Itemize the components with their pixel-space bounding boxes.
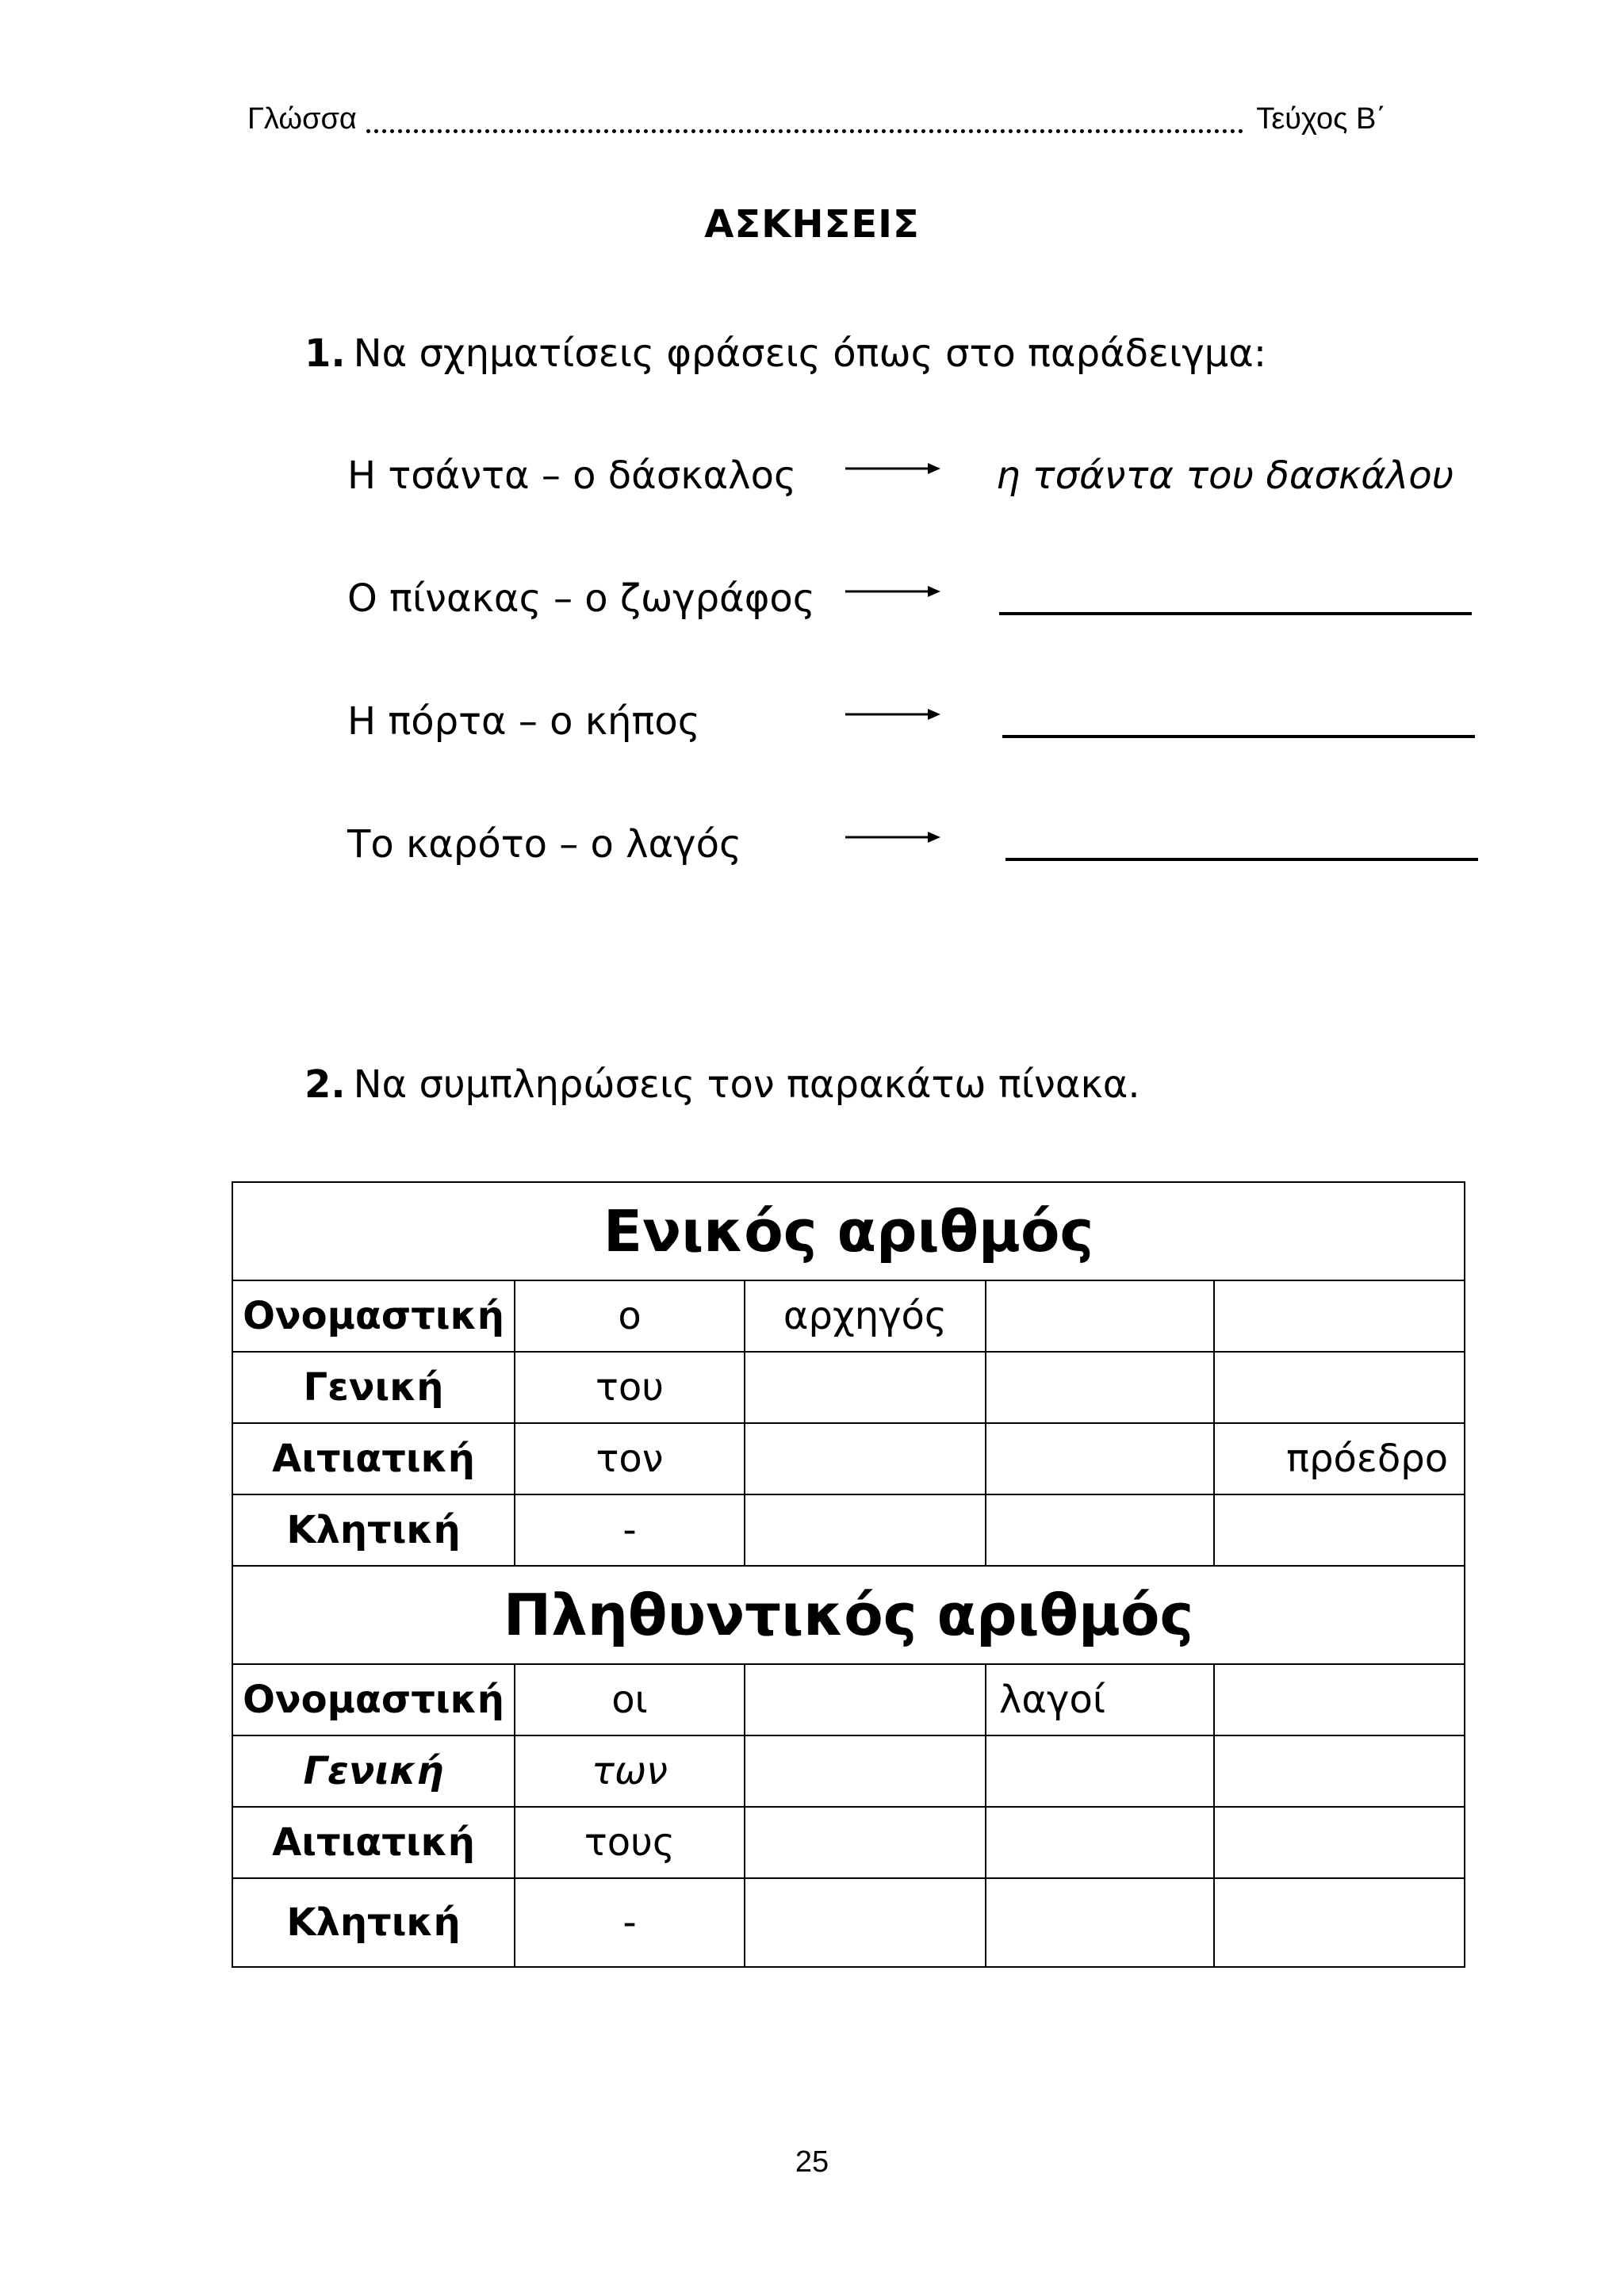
phrase-pair (347, 817, 1489, 872)
table-cell[interactable]: του (515, 1352, 745, 1423)
case-label: Αιτιατική (232, 1423, 515, 1494)
table-cell[interactable] (745, 1807, 986, 1878)
header-dotted-leader (366, 129, 1243, 133)
case-label: Ονομαστική (232, 1280, 515, 1352)
header-volume: Τεύχος Β΄ (1256, 102, 1386, 136)
table-cell[interactable]: - (515, 1494, 745, 1566)
answer-blank-line[interactable] (999, 612, 1472, 615)
singular-title: Ενικός αριθμός (232, 1182, 1465, 1280)
table-row (232, 1664, 1465, 1735)
arrow-right-icon (845, 829, 940, 845)
exercise-2-text: Να συμπληρώσεις τον παρακάτω πίνακα. (353, 1062, 1140, 1107)
declension-table (232, 1181, 1465, 1968)
phrase-example-answer: η τσάντα του δασκάλου (996, 453, 1454, 498)
arrow-right-icon (845, 461, 940, 476)
table-cell[interactable] (986, 1352, 1214, 1423)
table-cell[interactable]: οι (515, 1664, 745, 1735)
case-label: Κλητική (232, 1878, 515, 1967)
table-cell[interactable] (1214, 1280, 1465, 1352)
table-cell[interactable]: - (515, 1878, 745, 1967)
exercise-1-text: Να σχηματίσεις φράσεις όπως στο παράδειγμα: (353, 331, 1266, 376)
table-cell[interactable] (745, 1878, 986, 1967)
table-section-header (232, 1566, 1465, 1664)
phrase-source: Ο πίνακας – ο ζωγράφος (347, 576, 815, 621)
table-cell[interactable] (745, 1352, 986, 1423)
exercise-1-number: 1. (304, 331, 346, 376)
plural-title: Πληθυντικός αριθμός (232, 1566, 1465, 1664)
table-cell[interactable] (1214, 1664, 1465, 1735)
table-cell[interactable] (986, 1280, 1214, 1352)
table-cell[interactable] (1214, 1807, 1465, 1878)
phrase-pair (347, 694, 1489, 749)
table-cell[interactable] (986, 1494, 1214, 1566)
table-row (232, 1807, 1465, 1878)
phrase-source: Η πόρτα – ο κήπος (347, 699, 700, 744)
table-cell[interactable]: πρόεδρο (1214, 1423, 1465, 1494)
table-cell[interactable] (745, 1735, 986, 1807)
table-cell[interactable] (1214, 1735, 1465, 1807)
table-row (232, 1878, 1465, 1967)
page-number: 25 (795, 2145, 829, 2179)
phrase-source: Το καρότο – ο λαγός (347, 822, 742, 867)
answer-blank-line[interactable] (1005, 858, 1478, 861)
table-row (232, 1423, 1465, 1494)
arrow-right-icon (845, 584, 940, 599)
table-cell[interactable]: ο (515, 1280, 745, 1352)
header-subject: Γλώσσα (247, 102, 357, 136)
page-title: ΑΣΚΗΣΕΙΣ (704, 202, 920, 247)
table-cell[interactable]: τον (515, 1423, 745, 1494)
table-cell[interactable] (745, 1423, 986, 1494)
answer-blank-line[interactable] (1002, 735, 1475, 738)
phrase-source: Η τσάντα – ο δάσκαλος (347, 453, 797, 498)
table-cell[interactable] (986, 1423, 1214, 1494)
table-cell[interactable] (986, 1807, 1214, 1878)
page-header (247, 97, 1386, 141)
table-cell[interactable] (1214, 1878, 1465, 1967)
table-row (232, 1735, 1465, 1807)
table-cell[interactable] (986, 1735, 1214, 1807)
table-cell[interactable] (1214, 1494, 1465, 1566)
table-cell[interactable] (745, 1664, 986, 1735)
table-cell[interactable] (745, 1494, 986, 1566)
table-row (232, 1494, 1465, 1566)
table-cell[interactable]: αρχηγός (745, 1280, 986, 1352)
arrow-right-icon (845, 706, 940, 722)
exercise-2-number: 2. (304, 1062, 346, 1107)
exercise-2-instruction (304, 1062, 1140, 1107)
table-cell[interactable] (1214, 1352, 1465, 1423)
case-label: Ονομαστική (232, 1664, 515, 1735)
phrase-pair (347, 448, 1489, 503)
case-label: Αιτιατική (232, 1807, 515, 1878)
case-label: Γενική (232, 1735, 515, 1807)
phrase-pair (347, 571, 1489, 626)
exercise-1-instruction (304, 331, 1266, 376)
case-label: Γενική (232, 1352, 515, 1423)
table-row (232, 1280, 1465, 1352)
case-label: Κλητική (232, 1494, 515, 1566)
table-cell[interactable] (986, 1878, 1214, 1967)
table-cell[interactable]: λαγοί (986, 1664, 1214, 1735)
table-row (232, 1352, 1465, 1423)
table-cell[interactable]: των (515, 1735, 745, 1807)
table-cell[interactable]: τους (515, 1807, 745, 1878)
table-section-header (232, 1182, 1465, 1280)
